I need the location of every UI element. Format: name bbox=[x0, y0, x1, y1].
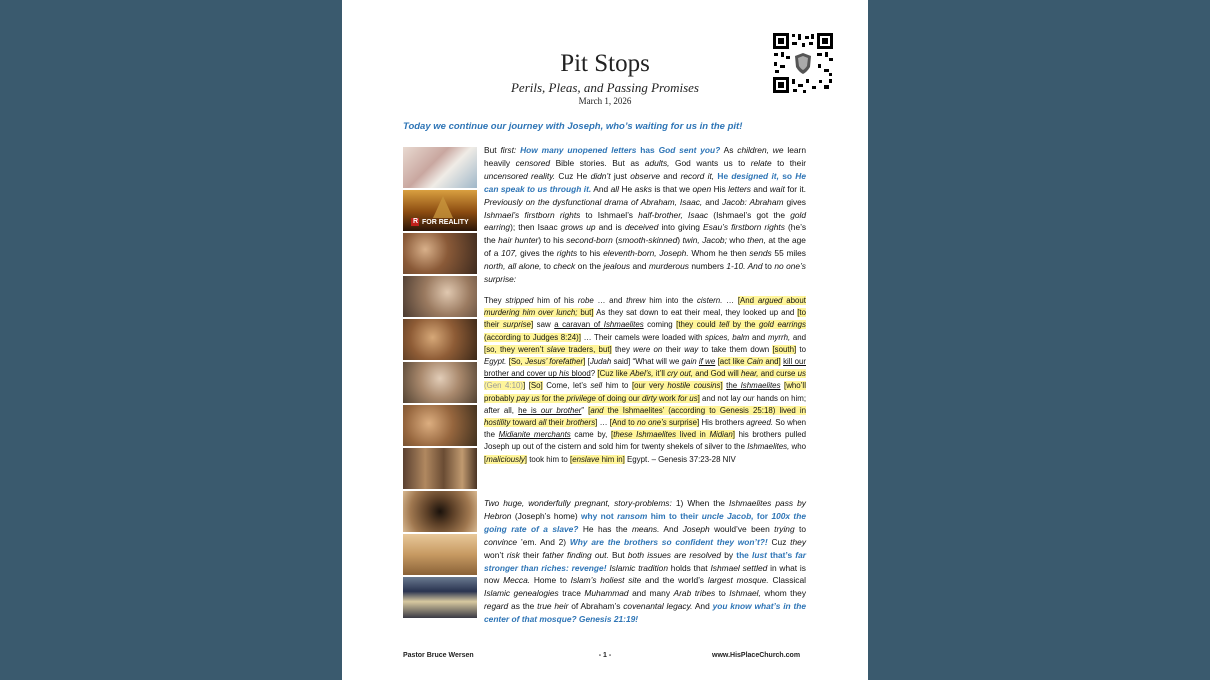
image-column bbox=[403, 147, 477, 620]
footer-website: www.HisPlaceChurch.com bbox=[712, 652, 801, 659]
paragraph-problems: Two huge, wonderfully pregnant, story-problems: 1) When the Ishmaelites pass by Hebron (Joseph’s home) why not ransom him to their uncle Jacob, for 100x the going rate of a slave? He has the means. And Joseph would’ve been trying to convince ’em. And 2) Why are the brothers so confident they won’t?! Cuz they won’t risk their father finding out. But both issues are resolved by the lust that’s far stronger than riches: revenge! Islamic tradition holds that Ishmael settled in what is now Mecca. Home to Islam’s holiest site and the world’s largest mosque. Classical Islamic genealogies trace Muhammad and many Arab tribes to Ishmael, whom they regard as the true heir of Abraham’s covenantal legacy. And you know what’s in the center of that mosque? Genesis 21:19! bbox=[484, 498, 807, 625]
old-men-image bbox=[403, 233, 477, 274]
scripture-quote: They stripped him of his robe … and threw him into the cistern. … [And argued about murdering him over lunch; but] As they sat down to eat their meal, they looked up and [to their surprise] saw a caravan of Ishmaelites coming [they could tell by the gold earrings (according to Judges 8:24)] … Their camels were loaded with spices, balm and myrrh, and [so, they weren’t slave traders, but] they were on their way to take them down [south] to Egypt. [So, Jesus’ forefather] [Judah said] “What will we gain if we [act like Cain and] kill our brother and cover up his blood? [Cuz like Abel’s, it’ll cry out, and God will hear, and curse us (Gen 4:10)] [So] Come, let’s sell him to [our very hostile cousins] the Ishmaelites [who’ll probably pay us for the privilege of doing our dirty work for us] and not lay our hands on him; after all, he is our brother” [and the Ishmaelites’ (according to Genesis 25:18) lived in hostility toward all their brothers] … [And to no one’s surprise] His brothers agreed. So when the Midianite merchants came by, [these Ishmaelites lived in Midian] his brothers pulled Joseph up out of the cistern and sold him for twenty shekels of silver to the Ishmaelites, who [maliciously] took him to [enslave him in] Egypt. – Genesis 37:23-28 NIV bbox=[484, 296, 807, 464]
page-date: March 1, 2026 bbox=[578, 96, 632, 106]
page-title: Pit Stops bbox=[560, 50, 650, 77]
poster-rating-badge: R bbox=[413, 218, 419, 225]
camel-caravan-image bbox=[403, 534, 477, 575]
page-subtitle: Perils, Pleas, and Passing Promises bbox=[510, 80, 699, 95]
crowd-image bbox=[403, 448, 477, 489]
qr-code-icon bbox=[772, 32, 834, 94]
elders-image bbox=[403, 362, 477, 403]
document-page bbox=[342, 0, 868, 680]
patriarchs-image bbox=[403, 276, 477, 317]
poster-caption: FOR REALITY bbox=[422, 219, 469, 226]
movie-poster-image bbox=[403, 190, 477, 231]
footer-page-number: - 1 - bbox=[598, 652, 612, 659]
brothers-group-image bbox=[403, 405, 477, 446]
brothers-image bbox=[403, 319, 477, 360]
mecca-mosque-image bbox=[403, 577, 477, 618]
intro-line: Today we continue our journey with Joseph, who’s waiting for us in the pit! bbox=[403, 121, 743, 132]
child-reading-image bbox=[403, 147, 477, 188]
pit-well-image bbox=[403, 491, 477, 532]
paragraph-background: But first: How many unopened letters has God sent you? As children, we learn heavily censored Bible stories. But as adults, God wants us to relate to their uncensored reality. Cuz He didn’t just observe and record it, He designed it, so He can speak to us through it. And all He asks is that we open His letters and wait for it. Previously on the dysfunctional drama of Abraham, Isaac, and Jacob: Abraham gives Ishmael’s firstborn rights to Ishmael’s half-brother, Isaac (Ishmael’s got the gold earring); then Isaac grows up and is deceived into giving Esau’s firstborn rights (he’s the hair hunter) to his second-born (smooth-skinned) twin, Jacob; who then, at the age of a 107, gives the rights to his eleventh-born, Joseph. Whom he then sends 55 miles north, all alone, to check on the jealous and murderous numbers 1-10. And to no one’s surprise: bbox=[484, 145, 807, 285]
footer-author: Pastor Bruce Wersen bbox=[403, 652, 474, 659]
